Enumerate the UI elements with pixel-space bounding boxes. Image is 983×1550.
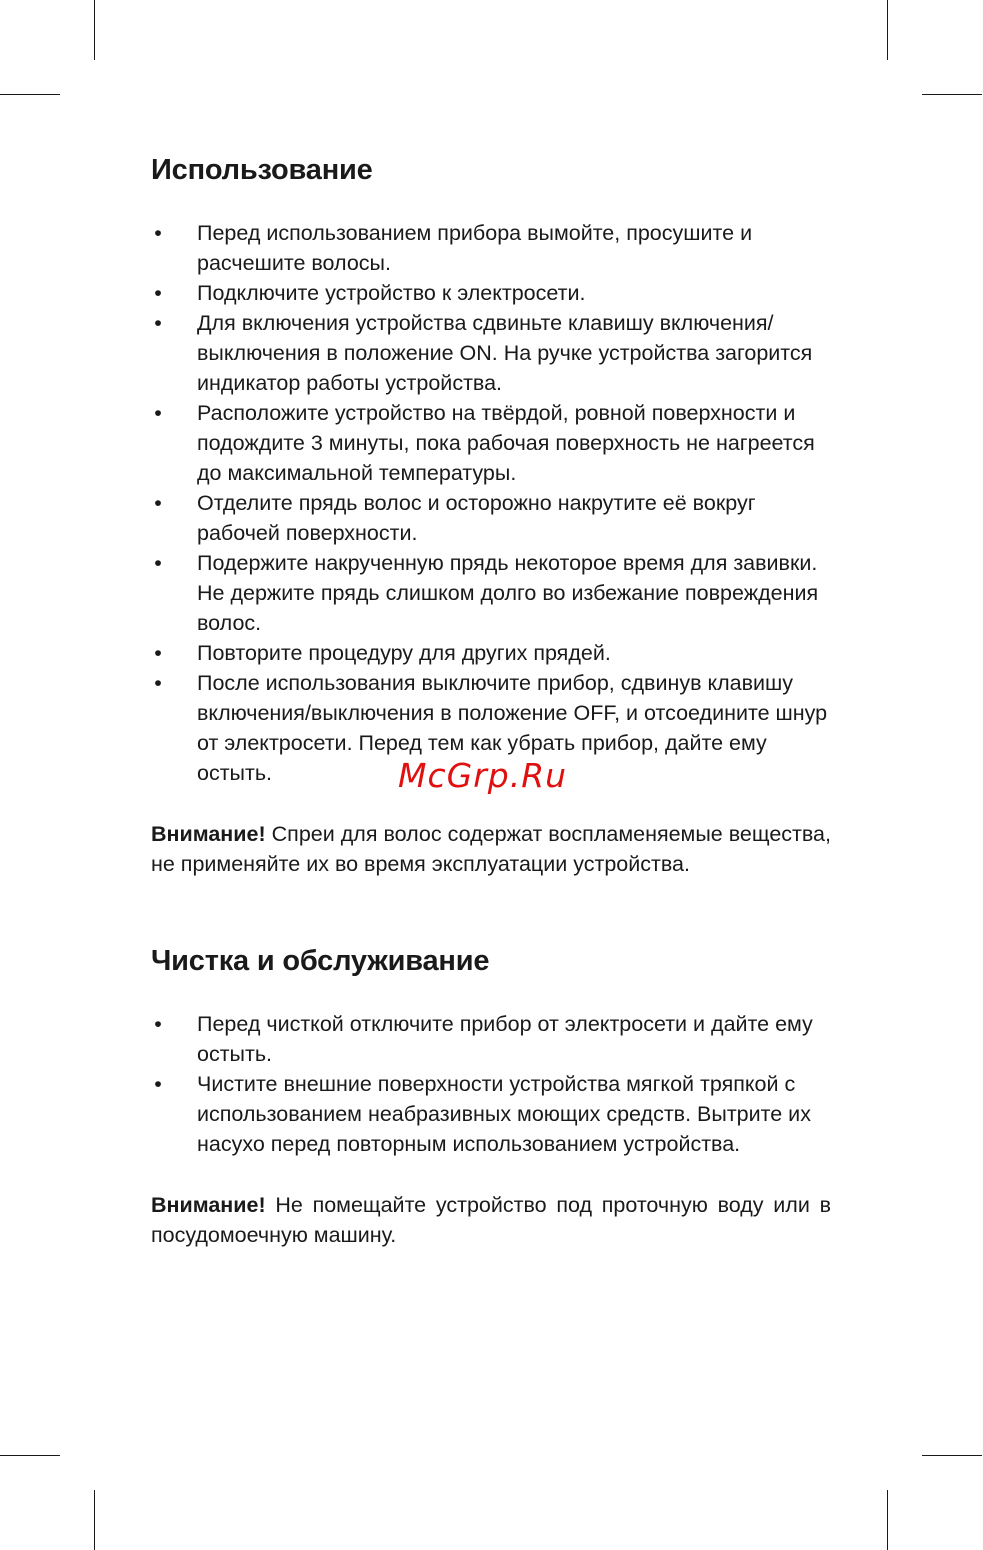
bullet: • xyxy=(154,551,162,575)
warning-label: Внимание! xyxy=(151,1193,266,1217)
list-item-text: Повторите процедуру для других прядей. xyxy=(197,641,611,665)
bullet: • xyxy=(154,311,162,335)
list-item xyxy=(151,278,831,308)
list-item-text: Чистите внешние поверхности устройства мягкой тряпкой с использованием неабразивных моющих средств. Вытрите их насухо перед повторным использованием устройства. xyxy=(197,1072,811,1156)
crop-mark-bottom-right xyxy=(887,1490,888,1550)
cleaning-heading: Чистка и обслуживание xyxy=(151,945,490,977)
bullet: • xyxy=(154,1012,162,1036)
crop-mark-right-bottom xyxy=(922,1455,982,1456)
list-item-text: После использования выключите прибор, сдвинув клавишу включения/выключения в положение OFF, и отсоедините шнур от электросети. Перед тем как убрать прибор, дайте ему остыть. xyxy=(197,671,828,785)
list-item-text: Перед чисткой отключите прибор от электросети и дайте ему остыть. xyxy=(197,1012,813,1066)
crop-mark-left-top xyxy=(0,94,60,95)
bullet: • xyxy=(154,641,162,665)
bullet: • xyxy=(154,1072,162,1096)
crop-mark-bottom-left xyxy=(94,1490,95,1550)
list-item xyxy=(151,308,831,398)
bullet: • xyxy=(154,671,162,695)
watermark: McGrp.Ru xyxy=(398,756,568,795)
crop-mark-top-right xyxy=(887,0,888,60)
list-item xyxy=(151,218,831,278)
crop-mark-left-bottom xyxy=(0,1455,60,1456)
bullet: • xyxy=(154,221,162,245)
list-item-text: Для включения устройства сдвиньте клавишу включения/выключения в положение ON. На ручке устройства загорится индикатор работы устройства. xyxy=(197,311,813,395)
cleaning-list xyxy=(151,1009,831,1159)
bullet: • xyxy=(154,281,162,305)
page-content xyxy=(151,150,831,1250)
list-item xyxy=(151,1009,831,1069)
list-item-text: Расположите устройство на твёрдой, ровной поверхности и подождите 3 минуты, пока рабочая поверхность не нагреется до максимальной температуры. xyxy=(197,401,815,485)
list-item-text: Перед использованием прибора вымойте, просушите и расчешите волосы. xyxy=(197,221,753,275)
list-item xyxy=(151,488,831,548)
warning-label: Внимание! xyxy=(151,822,266,846)
list-item-text: Подержите накрученную прядь некоторое время для завивки. Не держите прядь слишком долго во избежание повреждения волос. xyxy=(197,551,819,635)
list-item-text: Подключите устройство к электросети. xyxy=(197,281,586,305)
crop-mark-top-left xyxy=(94,0,95,60)
bullet: • xyxy=(154,401,162,425)
list-item-text: Отделите прядь волос и осторожно накрутите её вокруг рабочей поверхности. xyxy=(197,491,756,545)
usage-list xyxy=(151,218,831,788)
warning-text: Спреи для волос содержат воспламеняемые вещества, не применяйте их во время эксплуатации устройства. xyxy=(151,822,831,876)
list-item xyxy=(151,548,831,638)
list-item xyxy=(151,398,831,488)
bullet: • xyxy=(154,491,162,515)
list-item xyxy=(151,638,831,668)
cleaning-warning xyxy=(151,1190,831,1250)
list-item xyxy=(151,1069,831,1159)
usage-heading: Использование xyxy=(151,154,373,186)
usage-warning xyxy=(151,819,831,879)
warning-text: Не помещайте устройство под проточную воду или в посудомоечную машину. xyxy=(151,1193,831,1247)
crop-mark-right-top xyxy=(922,94,982,95)
